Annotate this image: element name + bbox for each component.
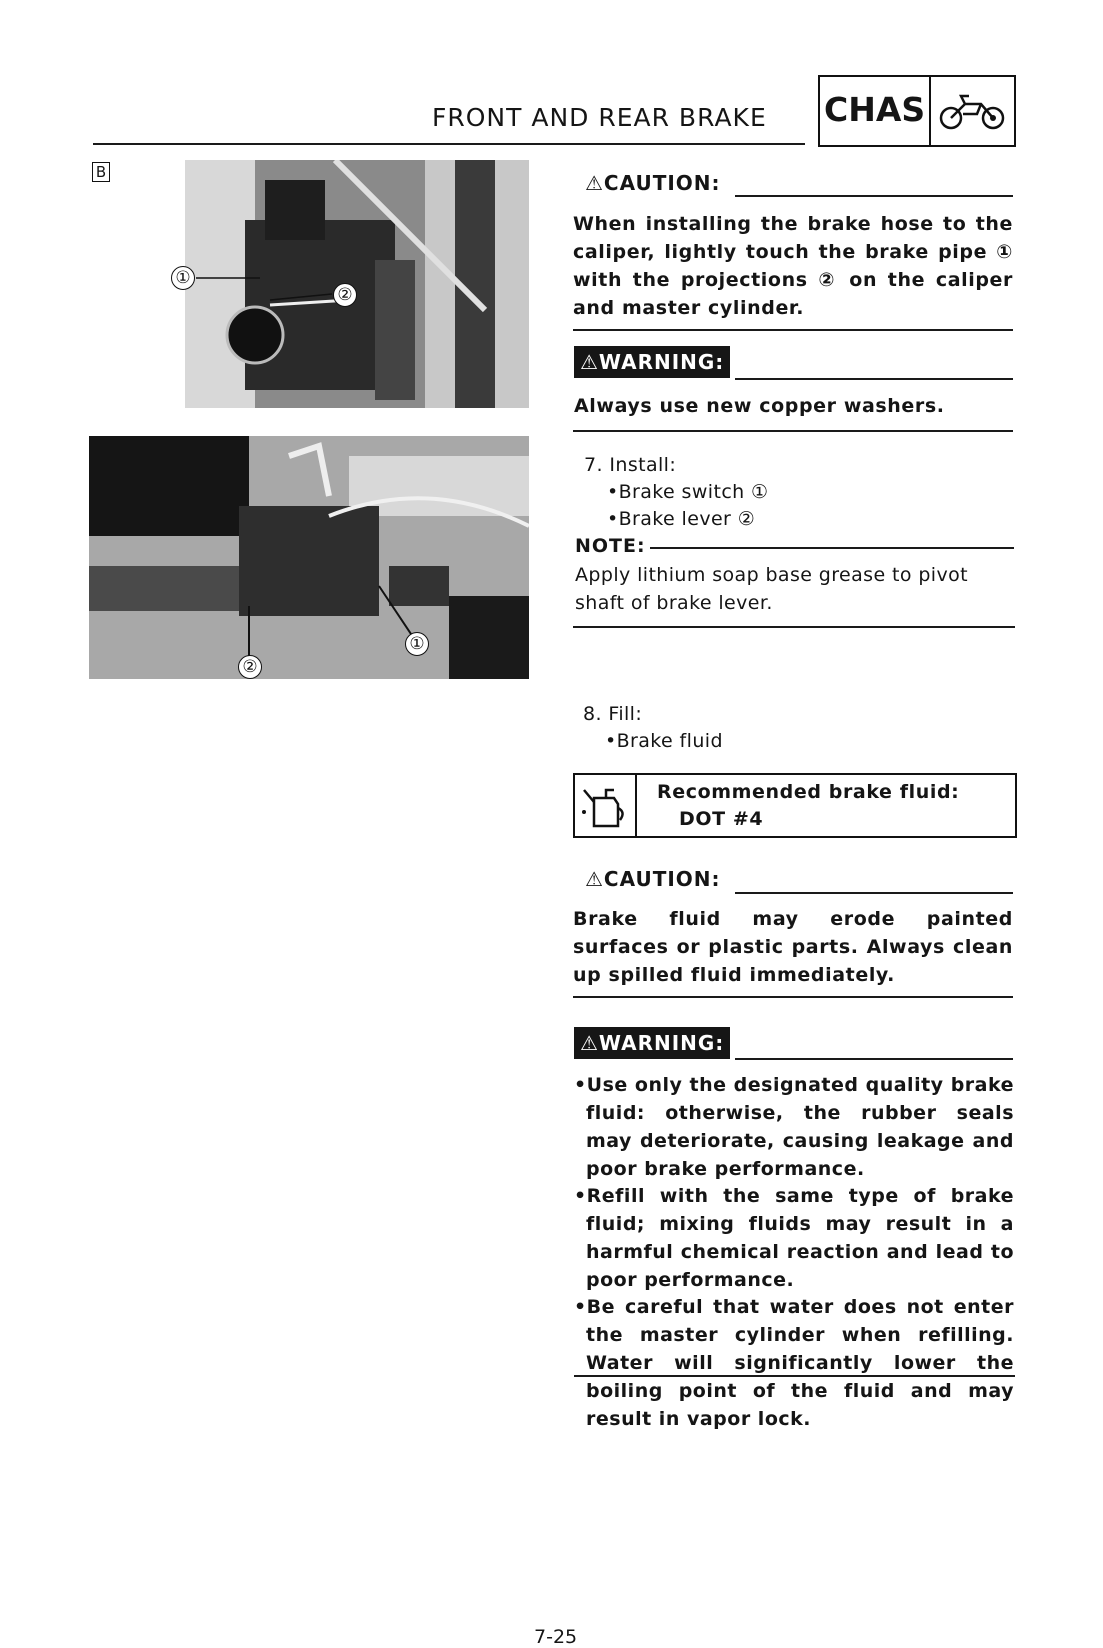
note-heading: NOTE:: [575, 535, 646, 557]
step-8-item-1: •Brake fluid: [605, 730, 723, 752]
warning-2-item-3: •Be careful that water does not enter the master cylinder when refilling. Water will significantly lower the boiling point of the fluid and may result in vapor lock.: [574, 1296, 1014, 1430]
warning-2-end-rule: [574, 1375, 1015, 1377]
step-8-label: 8. Fill:: [583, 703, 643, 725]
motorcycle-icon: [931, 77, 1014, 145]
caution-2-end-rule: [573, 996, 1013, 998]
note-end-rule: [573, 626, 1015, 628]
photo1-callout-2: ②: [333, 283, 357, 307]
section-title: FRONT AND REAR BRAKE: [432, 103, 767, 132]
photo1-callout-1: ①: [171, 266, 195, 290]
warning-1-heading: ⚠WARNING:: [574, 346, 730, 378]
spec-box: [573, 773, 1017, 838]
photo2-callout-1: ①: [405, 632, 429, 656]
photo1-leader-lines: [160, 260, 360, 320]
caution-1-head-rule: [735, 195, 1013, 197]
photo2-callout-2: ②: [238, 655, 262, 679]
figure-marker: B: [92, 162, 110, 182]
warning-1-end-rule: [573, 430, 1013, 432]
caution-1-heading: ⚠CAUTION:: [585, 171, 721, 195]
spec-value: DOT #4: [679, 808, 764, 830]
warning-2-item-1: •Use only the designated quality brake fluid: otherwise, the rubber seals may deteriorate, causing leakage and poor brake performance.: [574, 1074, 1014, 1180]
caution-1-text: When installing the brake hose to the caliper, lightly touch the brake pipe ① with the projections ② on the caliper and master cylinder.: [573, 213, 1013, 319]
warning-2-list: [574, 1071, 1014, 1433]
spec-label: Recommended brake fluid:: [657, 781, 960, 803]
warning-2-item-2: •Refill with the same type of brake fluid; mixing fluids may result in a harmful chemical reaction and lead to poor performance.: [574, 1185, 1014, 1291]
step-7-label: 7. Install:: [584, 454, 677, 476]
note-text: Apply lithium soap base grease to pivot shaft of brake lever.: [575, 564, 968, 614]
caution-2-head-rule: [735, 892, 1013, 894]
warning-1-text: Always use new copper washers.: [574, 395, 945, 417]
warning-1-head-rule: [735, 378, 1013, 380]
caution-2-heading: ⚠CAUTION:: [585, 867, 721, 891]
warning-2-heading: ⚠WARNING:: [574, 1027, 730, 1059]
caution-1-end-rule: [573, 329, 1013, 331]
step-7-item-1: •Brake switch ①: [607, 481, 769, 503]
brake-lever-photo: [89, 436, 529, 679]
page-number: 7-25: [534, 1626, 578, 1648]
header-rule: [93, 143, 805, 145]
note-head-rule: [650, 547, 1014, 549]
chapter-badge: [818, 75, 1016, 147]
step-7-item-2: •Brake lever ②: [607, 508, 756, 530]
chapter-code: CHAS: [820, 77, 931, 145]
warning-2-head-rule: [735, 1058, 1013, 1060]
caution-2-text: Brake fluid may erode painted surfaces or plastic parts. Always clean up spilled fluid immediately.: [573, 908, 1013, 986]
oil-can-icon: [575, 775, 637, 836]
